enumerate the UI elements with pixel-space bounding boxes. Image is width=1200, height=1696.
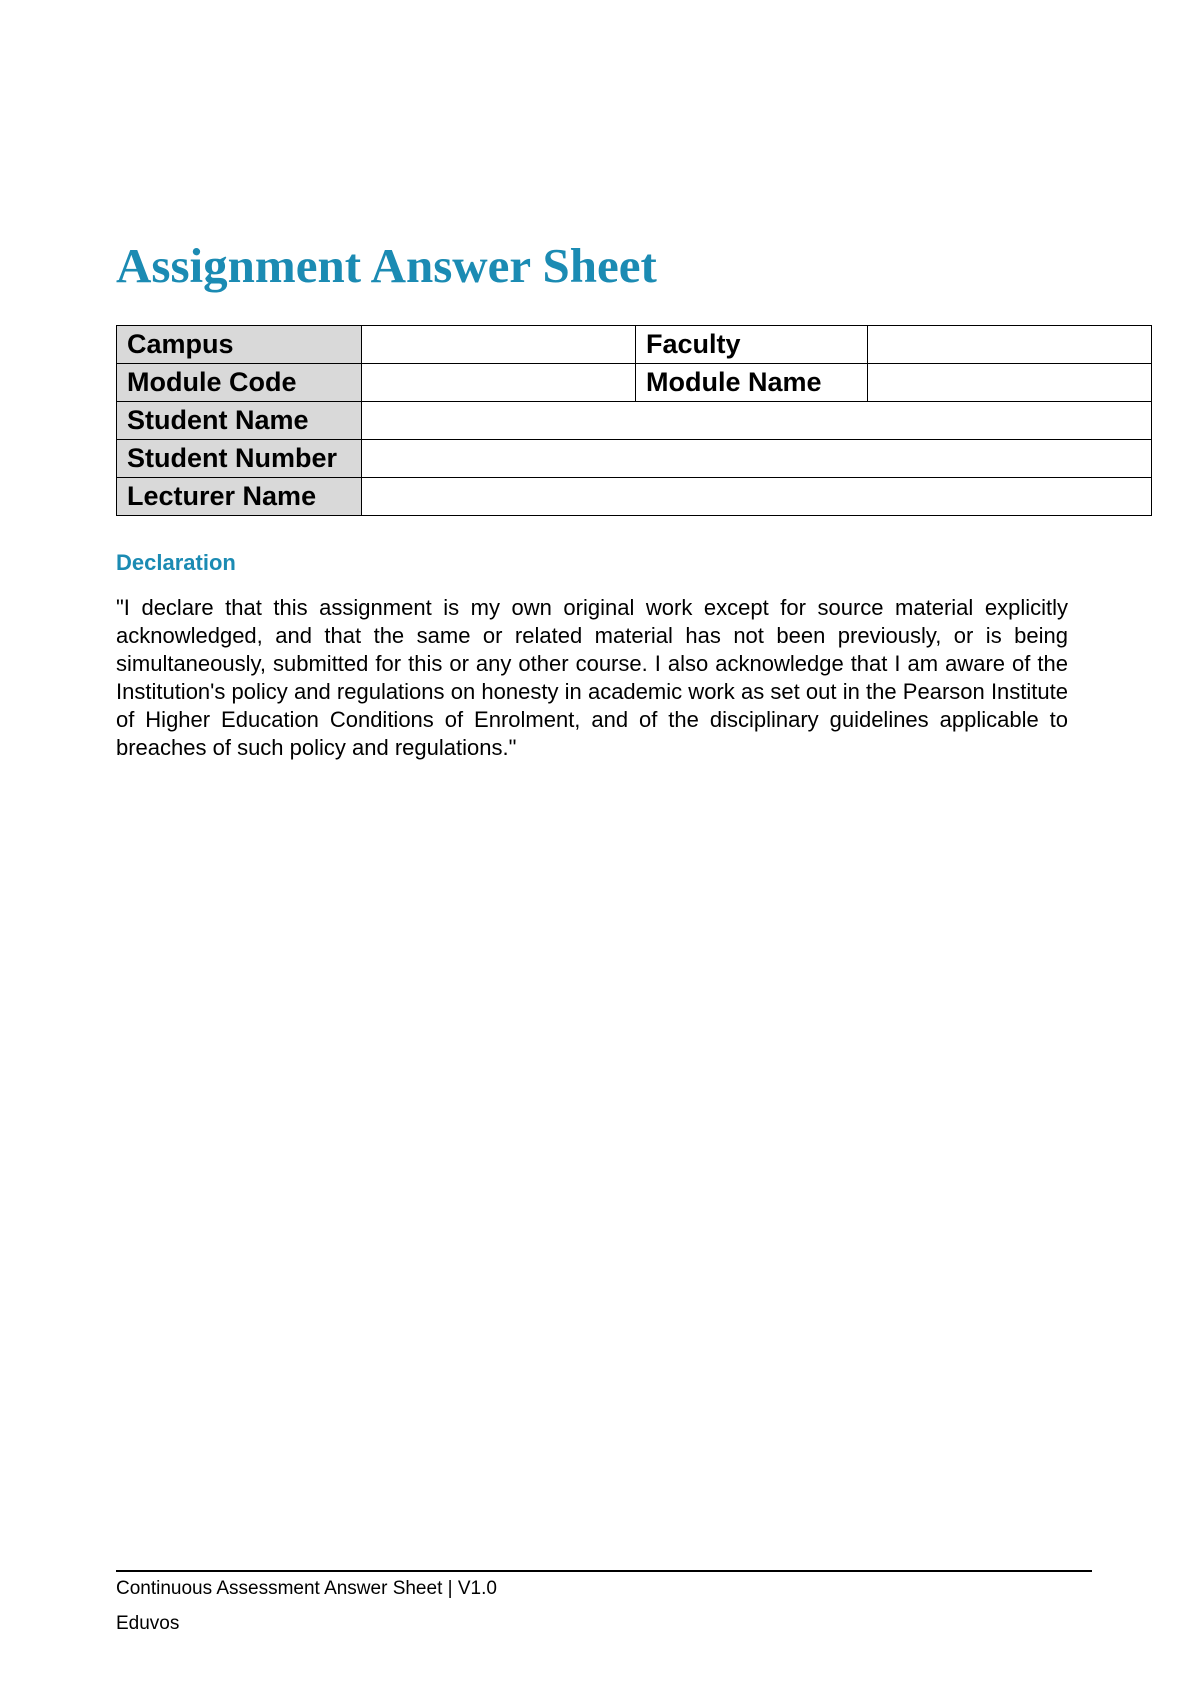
footer-document-version: Continuous Assessment Answer Sheet | V1.0 xyxy=(116,1578,497,1599)
module-name-field[interactable] xyxy=(868,364,1152,402)
campus-field[interactable] xyxy=(362,326,636,364)
table-row-campus xyxy=(117,326,1152,364)
module-code-field[interactable] xyxy=(362,364,636,402)
module-name-label: Module Name xyxy=(636,364,868,402)
student-info-table xyxy=(116,325,1152,516)
footer-divider xyxy=(116,1570,1092,1572)
declaration-heading: Declaration xyxy=(116,550,236,575)
faculty-label: Faculty xyxy=(636,326,868,364)
table-row-student-number xyxy=(117,440,1152,478)
lecturer-name-field[interactable] xyxy=(362,478,1152,516)
declaration-text: "I declare that this assignment is my own original work except for source material explicitly acknowledged, and that the same or related material has not been previously, or is being simultaneously, submitted for this or any other course. I also acknowledge that I am aware of the Institution's policy and regulations on honesty in academic work as set out in the Pearson Institute of Higher Education Conditions of Enrolment, and of the disciplinary guidelines applicable to breaches of such policy and regulations." xyxy=(116,595,1068,760)
student-name-label: Student Name xyxy=(117,402,362,440)
footer-institution: Eduvos xyxy=(116,1613,180,1634)
campus-label: Campus xyxy=(117,326,362,364)
student-name-field[interactable] xyxy=(362,402,1152,440)
table-row-student-name xyxy=(117,402,1152,440)
table-row-module xyxy=(117,364,1152,402)
page-title: Assignment Answer Sheet xyxy=(116,238,657,293)
table-row-lecturer-name xyxy=(117,478,1152,516)
lecturer-name-label: Lecturer Name xyxy=(117,478,362,516)
student-number-label: Student Number xyxy=(117,440,362,478)
student-number-field[interactable] xyxy=(362,440,1152,478)
faculty-field[interactable] xyxy=(868,326,1152,364)
module-code-label: Module Code xyxy=(117,364,362,402)
